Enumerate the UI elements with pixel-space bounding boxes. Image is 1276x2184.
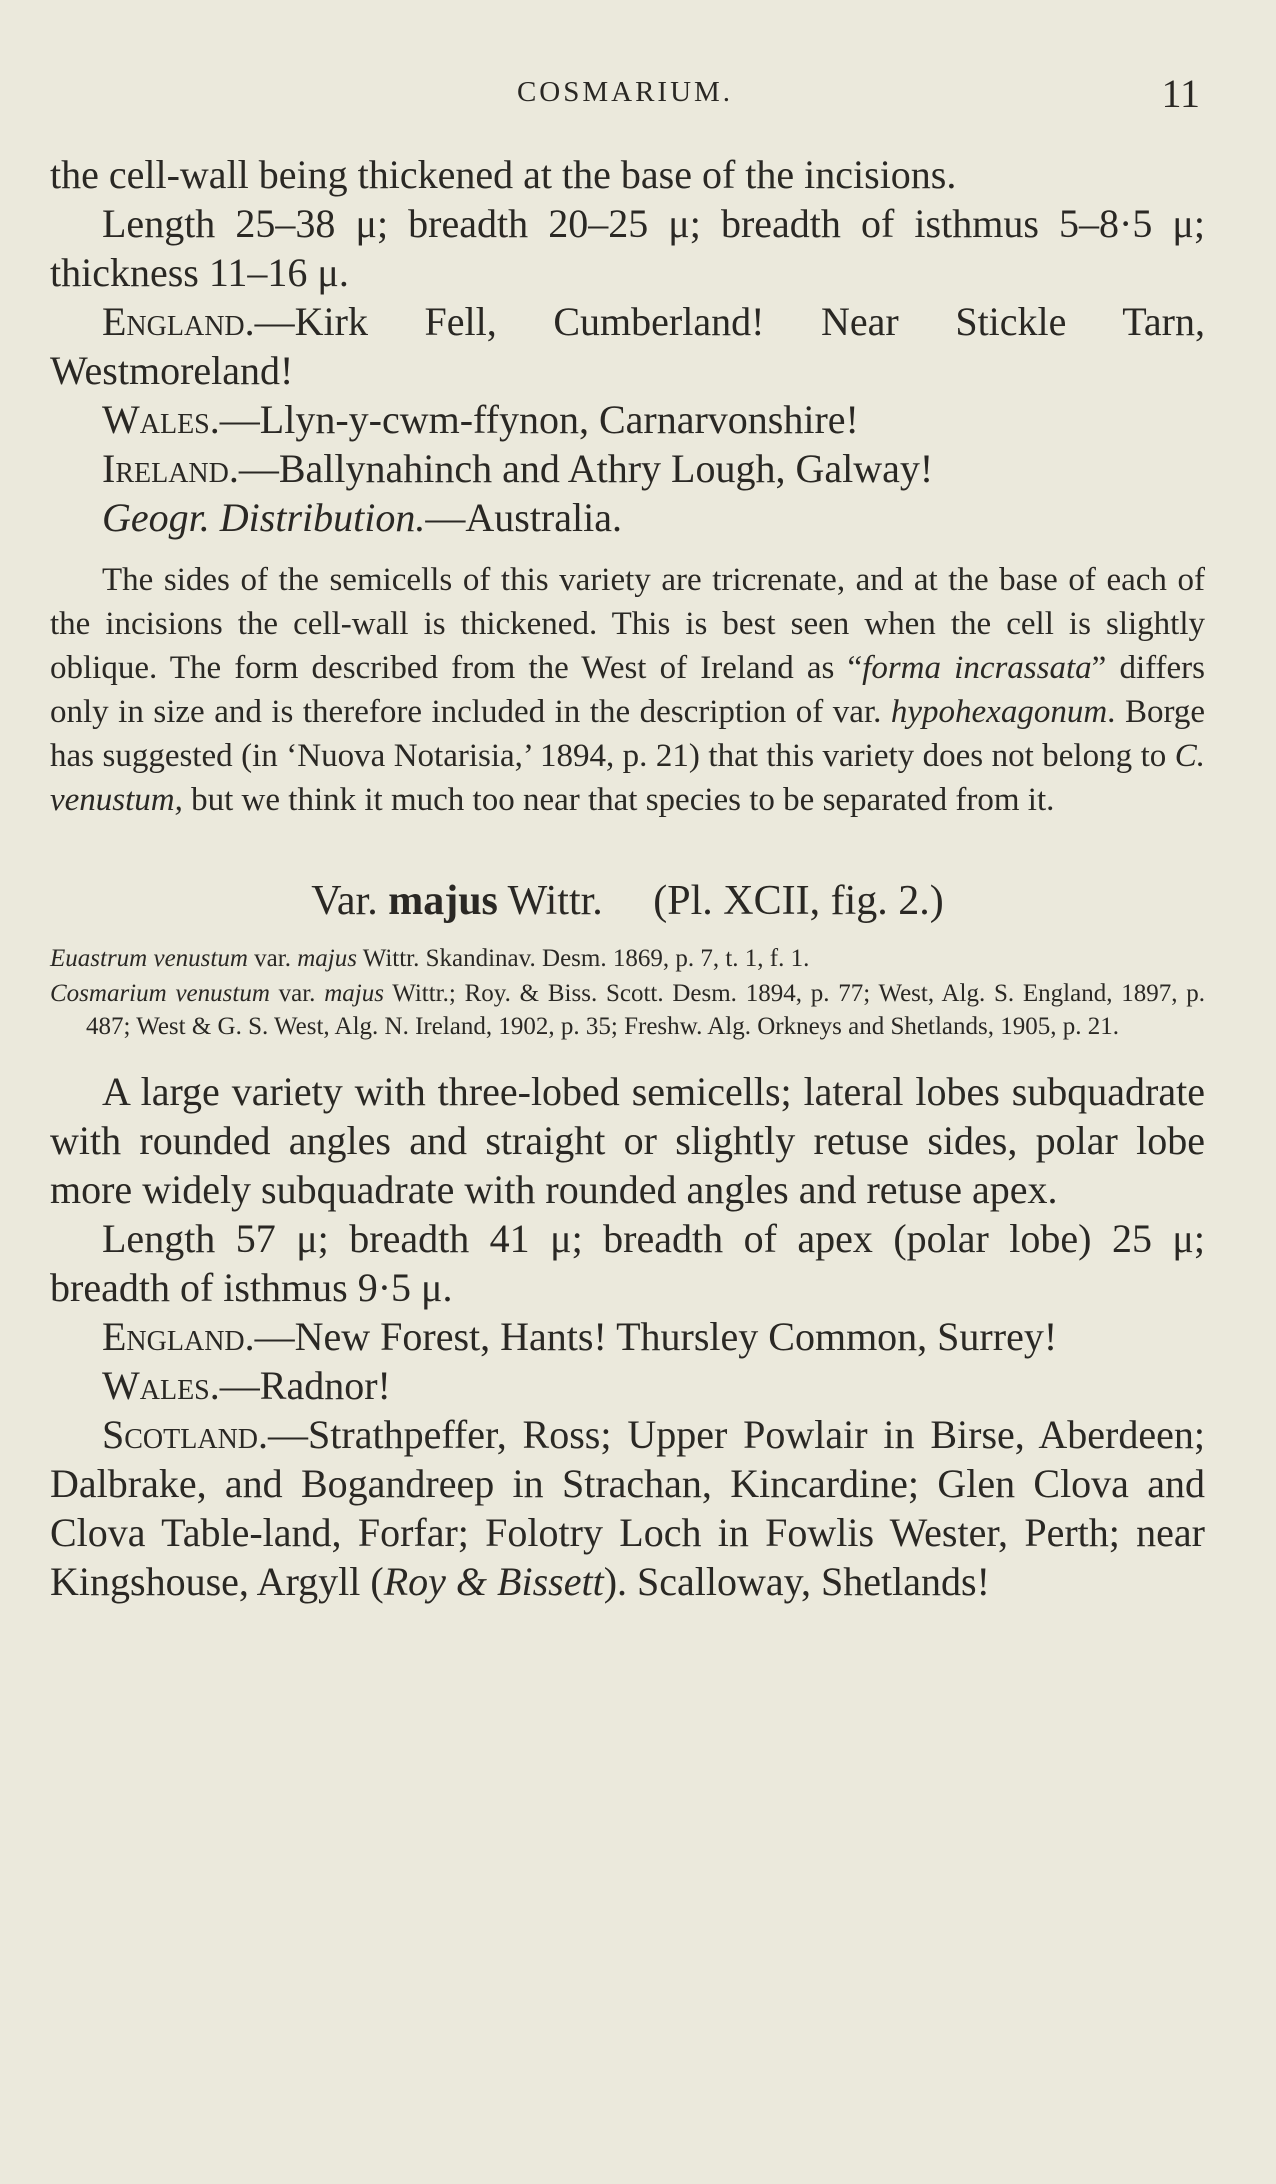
- measurements-paragraph: Length 57 μ; breadth 41 μ; breadth of apex (polar lobe) 25 μ; breadth of isthmus 9·5 μ.: [50, 1216, 1205, 1310]
- variety-name: hypohexagonum: [890, 694, 1108, 730]
- locality-ireland: [50, 444, 1205, 493]
- locality-text: —Ballynahinch and Athry Lough, Galway!: [238, 446, 934, 491]
- locality-england: [50, 1312, 1205, 1361]
- region-label: Wales.: [102, 1363, 220, 1408]
- variety-author: Wittr.: [507, 878, 603, 924]
- synonymy-list: [50, 942, 1205, 1043]
- variety-name: majus: [388, 878, 498, 924]
- locality-scotland: Scotland.—Strathpeffer, Ross; Upper Powlair in Birse, Aberdeen; Dalbrake, and Bogandreep in Strachan, Kincardine; Glen Clova and Clova Table-land, Forfar; Folotry Loch in Fowlis Wester, Perth; near Kingshouse, Argyll (Roy & Bissett). Scalloway, Shetlands!: [50, 1412, 1205, 1604]
- locality-text: —Llyn-y-cwm-ffynon, Carnarvonshire!: [219, 397, 859, 442]
- region-label: Wales.: [102, 397, 220, 442]
- locality-text: —Kirk Fell, Cumberland! Near Stickle Tarn, Westmoreland!: [50, 299, 1205, 393]
- locality-text: —Radnor!: [219, 1363, 391, 1408]
- species-name: C. venustum,: [50, 738, 1205, 818]
- measurements-paragraph: Length 25–38 μ; breadth 20–25 μ; breadth of isthmus 5–8·5 μ; thickness 11–16 μ.: [50, 201, 1205, 295]
- synonym-entry: Cosmarium venustum var. majus Wittr.; Roy. & Biss. Scott. Desm. 1894, p. 77; West, Alg. S. England, 1897, p. 487; West & G. S. West, Alg. N. Ireland, 1902, p. 35; Freshw. Alg. Orkneys and Shetlands, 1905, p. 21.: [50, 980, 1205, 1040]
- region-label: England.: [102, 299, 255, 344]
- locality-wales: [50, 1361, 1205, 1410]
- collector-names: Roy & Bissett: [383, 1559, 604, 1604]
- locality-england: [50, 297, 1205, 395]
- continued-paragraph: the cell-wall being thickened at the base of the incisions.: [50, 152, 957, 197]
- locality-text: —Australia.: [425, 495, 622, 540]
- plate-reference: (Pl. XCII, fig. 2.): [653, 878, 944, 924]
- forma-name: forma incrassata: [862, 650, 1092, 686]
- region-label: England.: [102, 1314, 255, 1359]
- running-title: COSMARIUM.: [516, 76, 734, 108]
- locality-text: —New Forest, Hants! Thursley Common, Surrey!: [254, 1314, 1058, 1359]
- running-head: [50, 70, 1200, 120]
- note-paragraph: The sides of the semicells of this variety are tricrenate, and at the base of each of the incisions the cell-wall is thickened. This is best seen when the cell is slightly oblique. The form described from the West of Ireland as “forma incrassata” differs only in size and is therefore included in the description of var. hypohexagonum. Borge has suggested (in ‘Nuova Notarisia,’ 1894, p. 21) that this variety does not belong to C. venustum, but we think it much too near that species to be separated from it.: [50, 562, 1206, 818]
- variety-heading: [50, 874, 1205, 928]
- geographic-distribution: [50, 493, 1205, 542]
- locality-wales: [50, 395, 1205, 444]
- synonym-entry: Euastrum venustum var. majus Wittr. Skandinav. Desm. 1869, p. 7, t. 1, f. 1.: [50, 945, 810, 972]
- region-label: Ireland.: [102, 446, 239, 491]
- description-paragraph: A large variety with three-lobed semicells; lateral lobes subquadrate with rounded angles and straight or slightly retuse sides, polar lobe more widely subquadrate with rounded angles and retuse apex.: [50, 1069, 1205, 1212]
- region-label: Geogr. Distribution.: [102, 495, 426, 540]
- region-label: Scotland.: [102, 1412, 269, 1457]
- variety-prefix: Var.: [311, 878, 378, 924]
- page-number: 11: [1161, 71, 1200, 116]
- page-body: [50, 150, 1205, 1606]
